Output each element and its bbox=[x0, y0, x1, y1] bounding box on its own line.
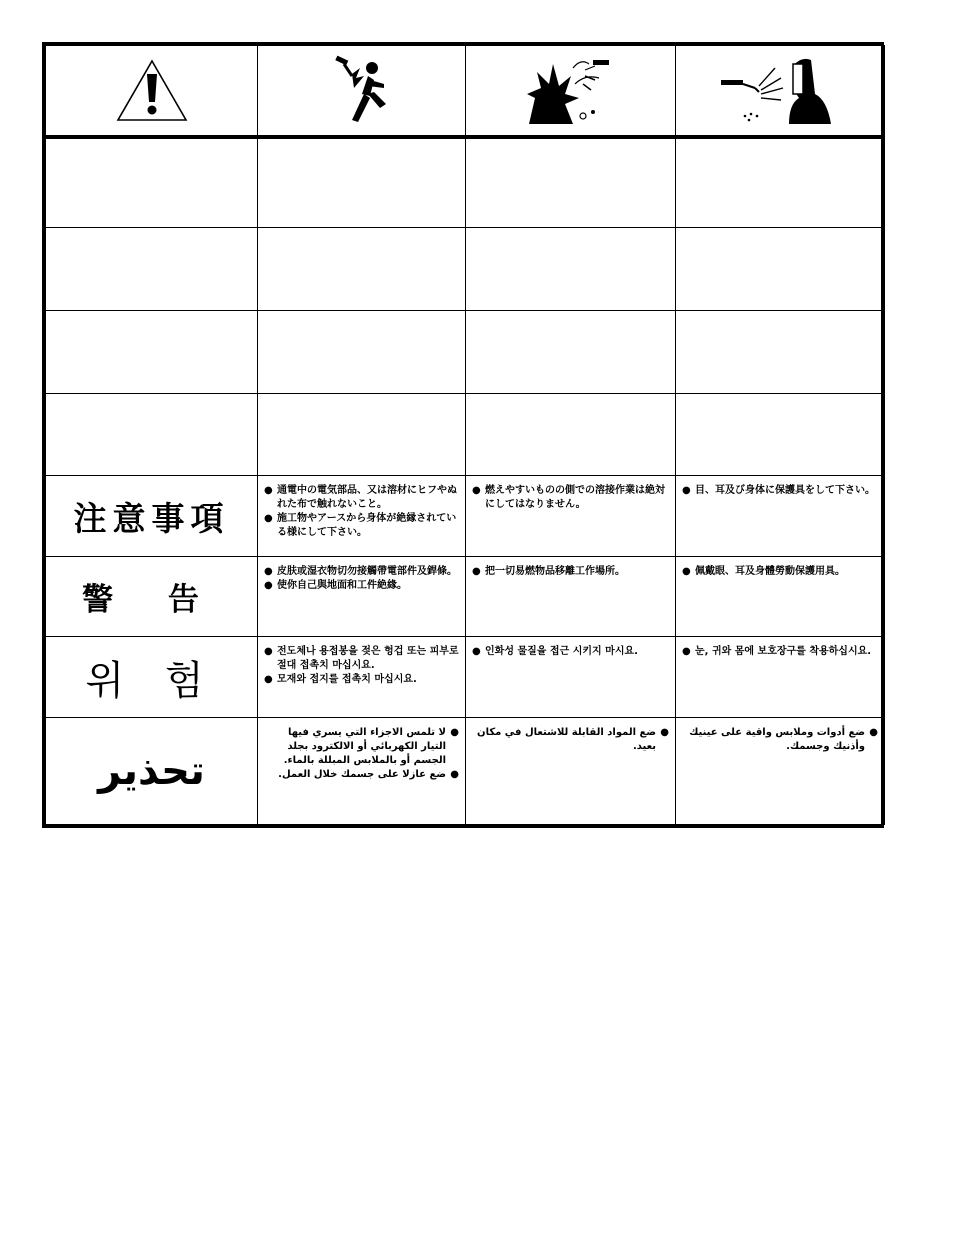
blank-cell bbox=[46, 228, 258, 311]
warning-list bbox=[472, 484, 669, 512]
blank-cell bbox=[466, 137, 676, 228]
rays-warning-cell bbox=[676, 556, 885, 637]
shock-warning-cell bbox=[258, 637, 466, 718]
warning-text: ضع المواد القابلة للاشتعال في مكان بعيد. bbox=[477, 726, 656, 752]
warning-list bbox=[264, 645, 459, 687]
fire-warning-cell bbox=[466, 717, 676, 824]
blank-row bbox=[46, 310, 885, 393]
blank-cell bbox=[258, 393, 466, 476]
list-item: ● 使你自己與地面和工件絶緣。 bbox=[264, 579, 407, 591]
blank-cell bbox=[46, 310, 258, 393]
language-label: تحذير bbox=[46, 717, 258, 824]
shock-warning-cell bbox=[258, 717, 466, 824]
warning-list bbox=[472, 645, 669, 659]
warning-text: 皮肤或湿衣物切勿接觸帶電部件及銲條。 bbox=[277, 565, 457, 577]
list-item: ● ضع المواد القابلة للاشتعال في مكان بعيد. bbox=[477, 726, 669, 752]
rays-warning-cell bbox=[676, 717, 885, 824]
arc-rays-face-shield-icon bbox=[715, 54, 845, 126]
list-item: ● 燃えやすいものの側での溶接作業は絶対にしてはなりません。 bbox=[472, 485, 665, 511]
electric-shock-icon bbox=[322, 54, 402, 126]
list-item: ● 把一切易燃物品移離工作場所。 bbox=[472, 565, 625, 577]
blank-row bbox=[46, 228, 885, 311]
warning-list bbox=[264, 726, 459, 782]
blank-cell bbox=[466, 393, 676, 476]
warning-text: 目、耳及び身体に保護具をして下さい。 bbox=[695, 485, 875, 497]
blank-row bbox=[46, 137, 885, 228]
list-item: ● 通電中の電気部品、又は溶材にヒフやぬれた布で触れないこと。 bbox=[264, 485, 457, 511]
list-item: ● 皮肤或湿衣物切勿接觸帶電部件及銲條。 bbox=[264, 565, 457, 577]
list-item: ● 전도체나 용접봉을 젖은 헝겁 또는 피부로 절대 접촉치 마십시요. bbox=[264, 646, 459, 672]
icon-cell-fire bbox=[466, 46, 676, 137]
language-label: 注意事項 bbox=[46, 476, 258, 557]
warning-text: 通電中の電気部品、又は溶材にヒフやぬれた布で触れないこと。 bbox=[277, 485, 457, 511]
fire-warning-cell bbox=[466, 637, 676, 718]
warning-text: 燃えやすいものの側での溶接作業は絶対にしてはなりません。 bbox=[485, 485, 665, 511]
warning-text: ضع عازلا على جسمك خلال العمل. bbox=[278, 768, 446, 780]
warning-list bbox=[472, 565, 669, 579]
warning-text: 전도체나 용접봉을 젖은 헝겁 또는 피부로 절대 접촉치 마십시요. bbox=[277, 646, 459, 672]
warning-triangle-icon bbox=[116, 58, 188, 122]
warning-text: 佩戴眼、耳及身體勞動保護用具。 bbox=[695, 565, 845, 577]
warning-list bbox=[682, 484, 878, 498]
list-item: ● 施工物やアースから身体が絶縁されている様にして下さい。 bbox=[264, 513, 457, 539]
icon-cell-shock bbox=[258, 46, 466, 137]
warning-grid bbox=[45, 45, 885, 825]
list-item: ● 인화성 물질을 접근 시키지 마시요. bbox=[472, 646, 638, 658]
warning-list bbox=[682, 645, 878, 659]
language-row-japanese bbox=[46, 476, 885, 557]
list-item: ● لا تلمس الاجزاء التي يسري فيها التيار الكهربائي أو الالكترود بجلد الجسم أو بالملابس المبللة بالماء. bbox=[283, 726, 459, 766]
warning-text: 使你自己與地面和工件絶緣。 bbox=[277, 579, 407, 591]
rays-warning-cell bbox=[676, 476, 885, 557]
list-item: ● 佩戴眼、耳及身體勞動保護用具。 bbox=[682, 565, 845, 577]
blank-cell bbox=[258, 310, 466, 393]
warning-text: 把一切易燃物品移離工作場所。 bbox=[485, 565, 625, 577]
shock-warning-cell bbox=[258, 476, 466, 557]
fire-warning-cell bbox=[466, 476, 676, 557]
list-item: ● 目、耳及び身体に保護具をして下さい。 bbox=[682, 485, 875, 497]
fire-warning-cell bbox=[466, 556, 676, 637]
icon-row bbox=[46, 46, 885, 137]
language-row-chinese bbox=[46, 556, 885, 637]
list-item: ● 모재와 접지를 접촉치 마십시요. bbox=[264, 674, 417, 686]
warning-list bbox=[264, 565, 459, 593]
language-row-korean bbox=[46, 637, 885, 718]
warning-text: لا تلمس الاجزاء التي يسري فيها التيار الكهربائي أو الالكترود بجلد الجسم أو بالملابس المبللة بالماء. bbox=[283, 726, 446, 766]
warning-text: 인화성 물질을 접근 시키지 마시요. bbox=[485, 646, 638, 658]
warning-text: 모재와 접지를 접촉치 마십시요. bbox=[277, 674, 417, 686]
blank-cell bbox=[466, 228, 676, 311]
warning-text: 施工物やアースから身体が絶縁されている様にして下さい。 bbox=[277, 513, 457, 539]
list-item: ● ضع أدوات وملابس واقية على عينيك وأذنيك وجسمك. bbox=[689, 726, 878, 752]
warning-list bbox=[264, 484, 459, 540]
blank-cell bbox=[676, 228, 885, 311]
blank-cell bbox=[676, 310, 885, 393]
safety-warning-table bbox=[42, 42, 884, 828]
blank-cell bbox=[676, 137, 885, 228]
fire-explosion-icon bbox=[523, 54, 619, 126]
blank-row bbox=[46, 393, 885, 476]
blank-cell bbox=[46, 137, 258, 228]
warning-text: ضع أدوات وملابس واقية على عينيك وأذنيك وجسمك. bbox=[689, 726, 865, 752]
blank-cell bbox=[258, 137, 466, 228]
warning-text: 눈, 귀와 몸에 보호장구를 착용하십시요. bbox=[695, 646, 872, 658]
shock-warning-cell bbox=[258, 556, 466, 637]
language-label: 警 告 bbox=[46, 556, 258, 637]
language-row-arabic bbox=[46, 717, 885, 824]
list-item: ● 눈, 귀와 몸에 보호장구를 착용하십시요. bbox=[682, 646, 872, 658]
warning-list bbox=[682, 565, 878, 579]
icon-cell-arc-rays bbox=[676, 46, 885, 137]
blank-cell bbox=[466, 310, 676, 393]
warning-list bbox=[472, 726, 669, 754]
rays-warning-cell bbox=[676, 637, 885, 718]
list-item: ● ضع عازلا على جسمك خلال العمل. bbox=[278, 768, 459, 780]
warning-list bbox=[682, 726, 878, 754]
icon-cell-warning bbox=[46, 46, 258, 137]
blank-cell bbox=[258, 228, 466, 311]
language-label: 위 험 bbox=[46, 637, 258, 718]
blank-cell bbox=[46, 393, 258, 476]
blank-cell bbox=[676, 393, 885, 476]
